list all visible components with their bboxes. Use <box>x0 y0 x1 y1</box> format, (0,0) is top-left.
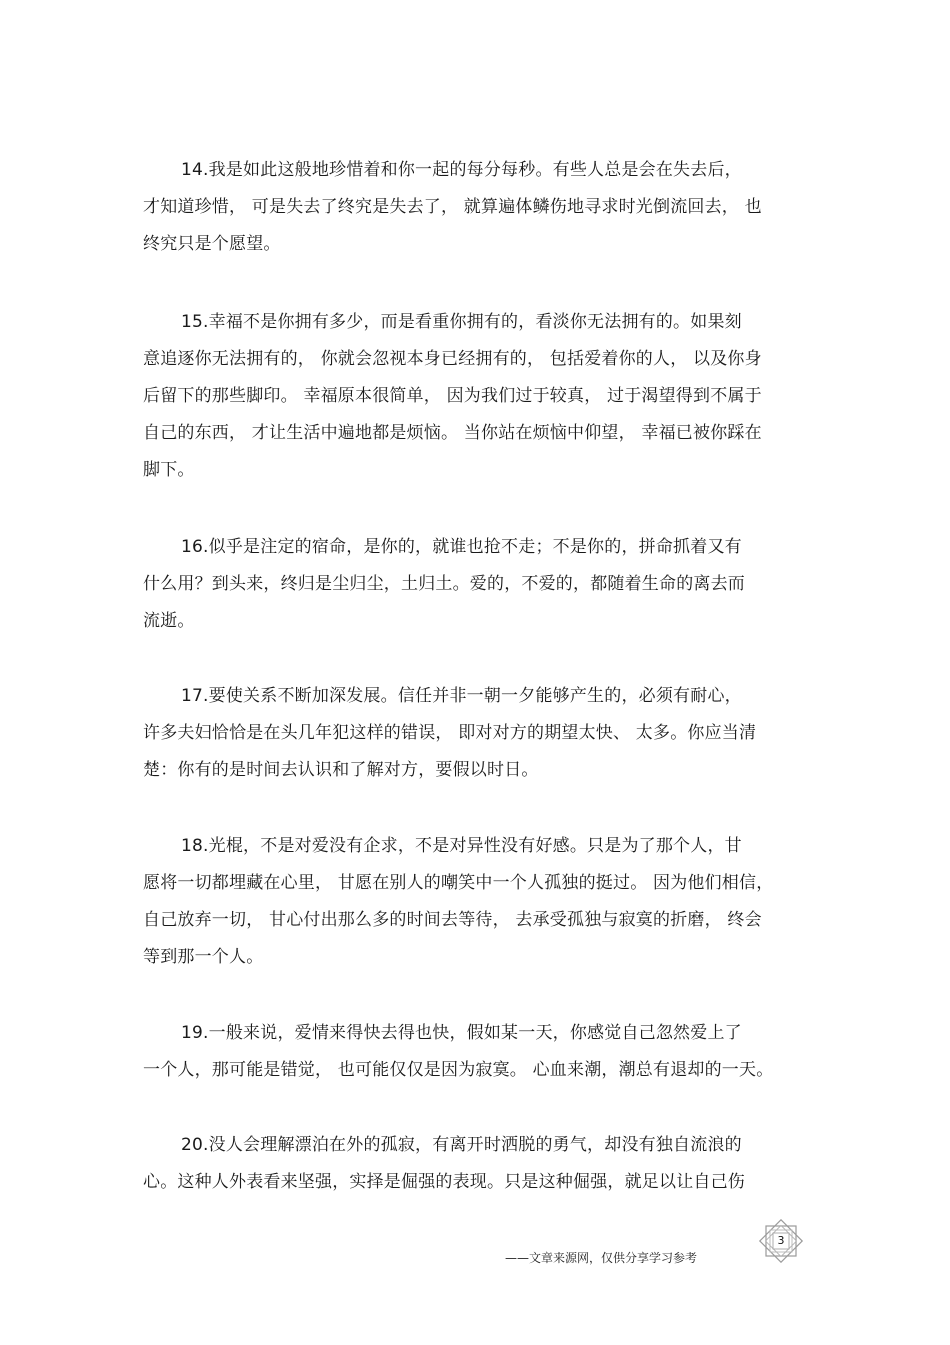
paragraph-line: 自己放弃一切， 甘心付出那么多的时间去等待， 去承受孤独与寂寞的折磨， 终会 <box>143 910 762 930</box>
paragraph-line <box>143 828 813 865</box>
paragraph-number: 18. <box>181 836 209 856</box>
paragraph-line: 后留下的那些脚印。 幸福原本很简单， 因为我们过于较真， 过于渴望得到不属于 <box>143 386 762 406</box>
paragraph-16 <box>143 529 813 640</box>
paragraph-line: 心。这种人外表看来坚强，实择是倔强的表现。只是这种倔强，就足以让自己伤 <box>143 1172 745 1192</box>
paragraph-text: 幸福不是你拥有多少，而是看重你拥有的，看淡你无法拥有的。如果刻 <box>208 312 742 332</box>
paragraph-line: 愿将一切都埋藏在心里， 甘愿在别人的嘲笑中一个人孤独的挺过。 因为他们相信， <box>143 873 774 893</box>
paragraph-line: 流逝。 <box>143 611 195 631</box>
paragraph-number: 15. <box>181 312 209 332</box>
paragraph-line <box>143 529 813 566</box>
paragraph-text: 似乎是注定的宿命，是你的，就谁也抢不走；不是你的，拼命抓着又有 <box>208 537 742 557</box>
paragraph-18 <box>143 828 813 976</box>
paragraph-text: 要使关系不断加深发展。信任并非一朝一夕能够产生的，必须有耐心， <box>208 686 742 706</box>
page-number: 3 <box>777 1234 785 1247</box>
paragraph-number: 16. <box>181 537 209 557</box>
paragraph-text: 一般来说，爱情来得快去得也快，假如某一天，你感觉自己忽然爱上了 <box>208 1023 742 1043</box>
paragraph-number: 20. <box>181 1135 209 1155</box>
paragraph-line: 终究只是个愿望。 <box>143 234 281 254</box>
paragraph-line: 脚下。 <box>143 460 195 480</box>
paragraph-line <box>143 1127 813 1164</box>
footer-source-note: ——文章来源网，仅供分享学习参考 <box>505 1251 698 1265</box>
paragraph-line <box>143 304 813 341</box>
paragraph-20 <box>143 1127 813 1201</box>
paragraph-17 <box>143 678 813 789</box>
paragraph-text: 光棍，不是对爱没有企求，不是对异性没有好感。只是为了那个人，甘 <box>208 836 742 856</box>
paragraph-line: 一个人，那可能是错觉， 也可能仅仅是因为寂寞。 心血来潮，潮总有退却的一天。 <box>143 1060 774 1080</box>
paragraph-line: 自己的东西， 才让生活中遍地都是烦恼。 当你站在烦恼中仰望， 幸福已被你踩在 <box>143 423 762 443</box>
paragraph-number: 17. <box>181 686 209 706</box>
paragraph-line: 许多夫妇恰恰是在头几年犯这样的错误， 即对对方的期望太快、 太多。你应当清 <box>143 723 757 743</box>
paragraph-15 <box>143 304 813 489</box>
paragraph-line <box>143 152 813 189</box>
paragraph-text: 没人会理解漂泊在外的孤寂，有离开时洒脱的勇气，却没有独自流浪的 <box>208 1135 742 1155</box>
paragraph-19 <box>143 1015 813 1089</box>
paragraph-line: 才知道珍惜， 可是失去了终究是失去了， 就算遍体鳞伤地寻求时光倒流回去， 也 <box>143 197 762 217</box>
paragraph-text: 我是如此这般地珍惜着和你一起的每分每秒。有些人总是会在失去后， <box>208 160 742 180</box>
paragraph-line <box>143 1015 813 1052</box>
paragraph-line: 等到那一个人。 <box>143 947 264 967</box>
paragraph-line: 意追逐你无法拥有的， 你就会忽视本身已经拥有的， 包括爱着你的人， 以及你身 <box>143 349 762 369</box>
paragraph-number: 19. <box>181 1023 209 1043</box>
page-number-badge <box>757 1219 805 1263</box>
paragraph-line: 什么用？到头来，终归是尘归尘，土归土。爱的，不爱的，都随着生命的离去而 <box>143 574 745 594</box>
paragraph-line: 楚：你有的是时间去认识和了解对方，要假以时日。 <box>143 760 539 780</box>
paragraph-number: 14. <box>181 160 209 180</box>
paragraph-14 <box>143 152 813 263</box>
paragraph-line <box>143 678 813 715</box>
